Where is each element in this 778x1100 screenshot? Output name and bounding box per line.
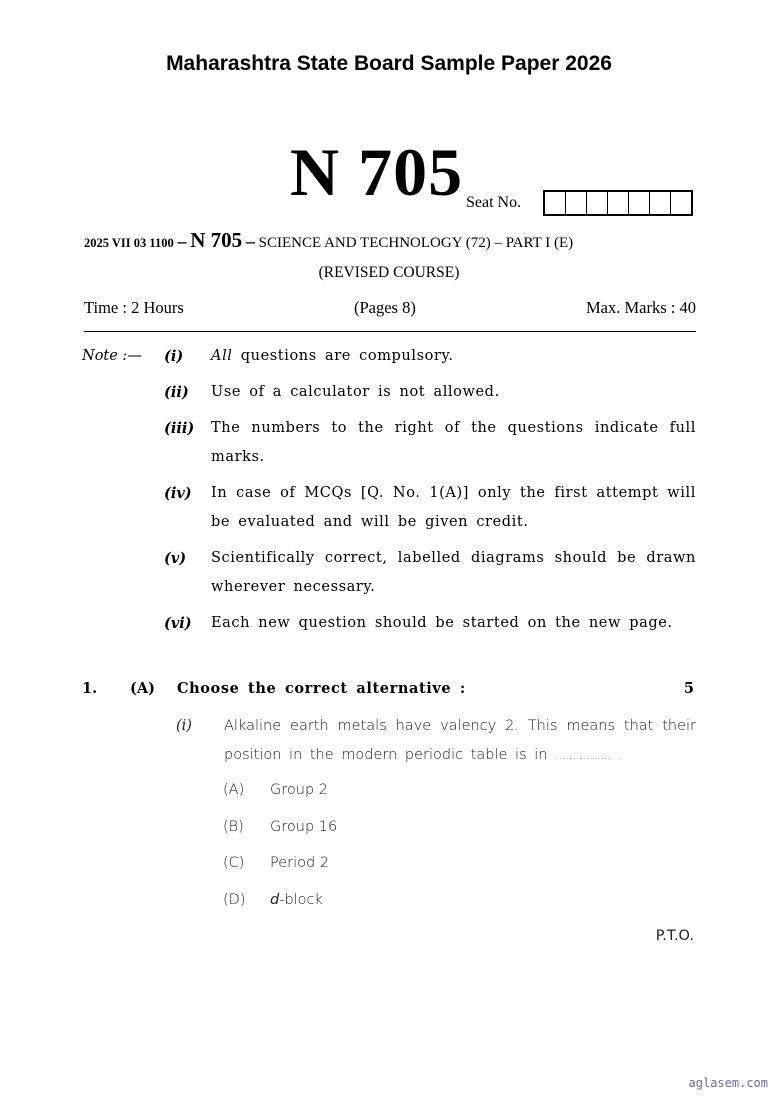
option-label: (C) (223, 855, 245, 871)
note-item (82, 414, 696, 472)
subject-code: N 705 (190, 228, 243, 252)
paper-code: N 705 (290, 134, 464, 210)
note-item (82, 544, 696, 602)
note-text: Use of a calculator is not allowed. (211, 384, 500, 400)
answer-blank: ................ . (555, 749, 622, 762)
note-label: Note :— (82, 348, 142, 364)
subject-line (84, 228, 696, 253)
option-d (223, 888, 337, 925)
sub-question (176, 712, 696, 770)
note-text: Scientifically correct, labelled diagrams should be drawn wherever necessary. (211, 550, 696, 595)
option-text: Period 2 (270, 855, 330, 871)
watermark: aglasem.com (688, 1076, 768, 1090)
sub-question-number: (i) (176, 718, 192, 734)
option-label: (D) (223, 891, 246, 908)
option-b (223, 815, 337, 852)
seat-box (671, 192, 691, 214)
subject-name: SCIENCE AND TECHNOLOGY (72) – PART I (E) (258, 235, 574, 251)
seat-box (587, 192, 608, 214)
note-body: questions are compulsory. (232, 348, 454, 364)
option-a (223, 778, 337, 815)
answer-options (223, 778, 337, 924)
note-text: Each new question should be started on the new page. (211, 615, 673, 631)
option-text (270, 888, 323, 925)
exam-meta (84, 298, 696, 318)
option-label: (B) (223, 818, 244, 835)
page-title: Maharashtra State Board Sample Paper 2026 (166, 52, 612, 75)
question-number: 1. (82, 680, 98, 697)
question-1a (82, 678, 694, 700)
seat-box (608, 192, 629, 214)
seat-number-label: Seat No. (466, 194, 522, 211)
question-text: Choose the correct alternative : (177, 680, 466, 697)
page-turn-note: P.T.O. (655, 928, 694, 944)
subject-dash: – (177, 231, 187, 251)
seat-number-boxes (543, 190, 693, 216)
instructions (82, 342, 696, 645)
divider (84, 331, 696, 332)
note-number: (iii) (164, 420, 195, 437)
option-italic: d (270, 891, 280, 908)
option-text: Group 2 (270, 782, 328, 798)
seat-box (566, 192, 587, 214)
seat-box (629, 192, 650, 214)
note-item (82, 378, 696, 407)
option-c (223, 851, 337, 888)
note-number: (ii) (164, 384, 189, 401)
note-text: In case of MCQs [Q. No. 1(A)] only the first attempt will be evaluated and will be given credit. (211, 485, 696, 530)
sub-question-text (224, 712, 696, 770)
sub-question-body: Alkaline earth metals have valency 2. This means that their position in the modern periodic table is in (224, 718, 696, 763)
exam-time: Time : 2 Hours (84, 298, 184, 317)
exam-pages: (Pages 8) (353, 298, 416, 317)
note-number: (v) (164, 550, 187, 567)
seat-box (650, 192, 671, 214)
note-item (82, 609, 696, 638)
subject-prefix: 2025 VII 03 1100 (84, 236, 174, 250)
note-text (211, 342, 696, 371)
option-text: Group 16 (270, 818, 338, 835)
note-number: (i) (164, 348, 184, 365)
question-marks: 5 (683, 680, 694, 697)
exam-max-marks: Max. Marks : 40 (586, 298, 696, 317)
option-rest: -block (279, 891, 323, 908)
seat-box (545, 192, 566, 214)
note-number: (iv) (164, 485, 192, 502)
question-part: (A) (130, 680, 155, 697)
option-label: (A) (223, 782, 245, 798)
note-item (82, 342, 696, 371)
note-number: (vi) (164, 615, 192, 632)
note-text: The numbers to the right of the questions indicate full marks. (211, 420, 696, 465)
subject-dash: – (245, 231, 255, 251)
note-item (82, 479, 696, 537)
note-emphasis: All (211, 348, 233, 364)
course-label: (REVISED COURSE) (318, 264, 460, 281)
